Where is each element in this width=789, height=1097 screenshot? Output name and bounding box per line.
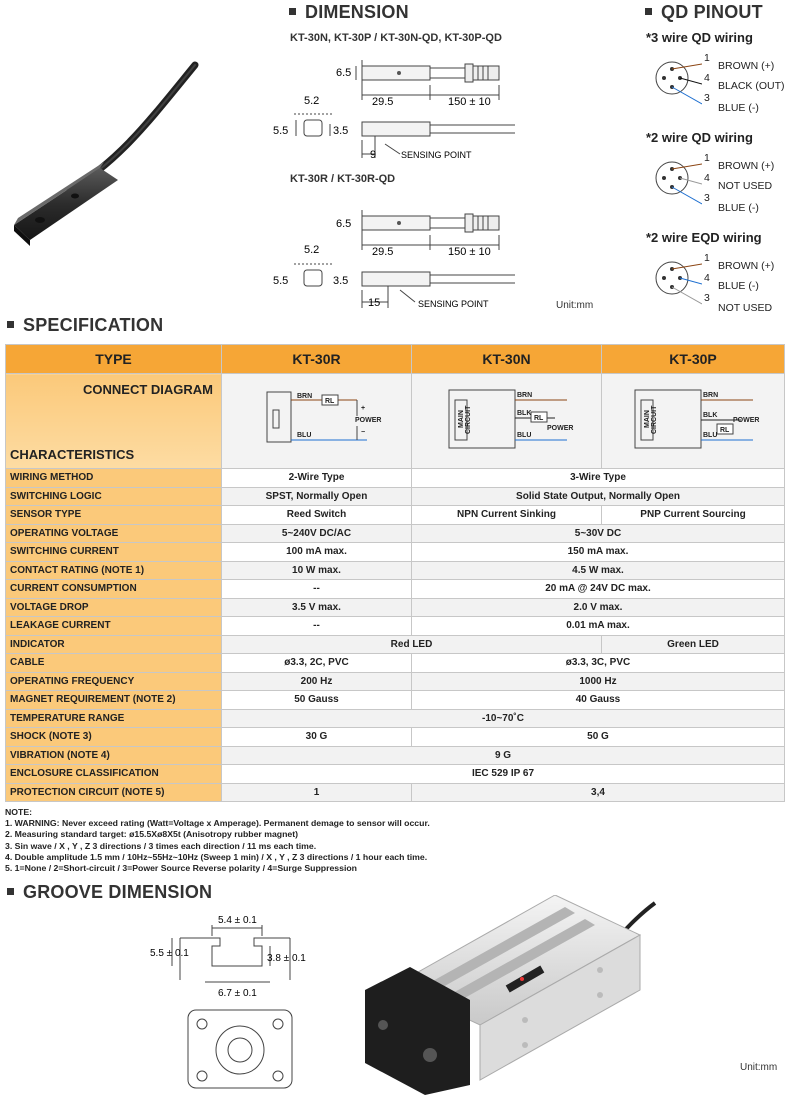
spec-row-label: INDICATOR xyxy=(6,635,222,654)
svg-text:CIRCUIT: CIRCUIT xyxy=(464,405,472,434)
section-bullet-icon xyxy=(7,888,14,895)
dimension-title: DIMENSION xyxy=(289,2,409,23)
model-header: KT-30P xyxy=(602,345,785,374)
svg-text:RL: RL xyxy=(533,414,543,422)
spec-value-cell: 50 Gauss xyxy=(222,691,412,710)
spec-value-cell: 3-Wire Type xyxy=(412,469,785,488)
svg-text:BLK: BLK xyxy=(703,411,718,419)
spec-value-cell: Red LED xyxy=(222,635,602,654)
spec-value-cell: Solid State Output, Normally Open xyxy=(412,487,785,506)
note-line: 2. Measuring standard target: ø15.5Xø8X5t (Anisotropy rubber magnet) xyxy=(5,829,299,840)
spec-value-cell: ø3.3, 2C, PVC xyxy=(222,654,412,673)
spec-value-cell: 50 G xyxy=(412,728,785,747)
spec-row xyxy=(6,561,785,580)
spec-value-cell: 5~30V DC xyxy=(412,524,785,543)
dim-cable-b: 150 ± 10 xyxy=(448,246,491,258)
model-a-label: KT-30N, KT-30P / KT-30N-QD, KT-30P-QD xyxy=(290,32,502,44)
spec-value-cell: 100 mA max. xyxy=(222,543,412,562)
spec-row-label: SHOCK (NOTE 3) xyxy=(6,728,222,747)
spec-header-row xyxy=(6,345,785,374)
spec-value-cell: 0.01 mA max. xyxy=(412,617,785,636)
spec-value-cell: IEC 529 IP 67 xyxy=(222,765,785,784)
diagram-kt30n xyxy=(412,374,602,469)
sensing-point-b: SENSING POINT xyxy=(418,299,489,309)
spec-value-cell: 40 Gauss xyxy=(412,691,785,710)
spec-row xyxy=(6,746,785,765)
spec-value-cell: SPST, Normally Open xyxy=(222,487,412,506)
spec-value-cell: Green LED xyxy=(602,635,785,654)
sensor-photo xyxy=(0,50,240,260)
spec-value-cell: 1000 Hz xyxy=(412,672,785,691)
spec-row xyxy=(6,506,785,525)
spec-row-label: MAGNET REQUIREMENT (NOTE 2) xyxy=(6,691,222,710)
spec-value-cell: 1 xyxy=(222,783,412,802)
dim-width-a: 5.2 xyxy=(304,95,320,107)
pinout-group-eqd: *2 wire EQD wiring 1 BROWN (+) 4 BLUE (-) 3 NOT USED xyxy=(646,230,786,320)
connect-diagram-row xyxy=(6,374,785,469)
spec-value-cell: 2-Wire Type xyxy=(222,469,412,488)
type-header: TYPE xyxy=(6,345,222,374)
groove-depth: 3.8 ± 0.1 xyxy=(267,953,306,964)
groove-height: 5.5 ± 0.1 xyxy=(150,948,189,959)
spec-value-cell: ø3.3, 3C, PVC xyxy=(412,654,785,673)
svg-text:RL: RL xyxy=(324,397,334,405)
model-b-label: KT-30R / KT-30R-QD xyxy=(290,173,396,185)
svg-text:−: − xyxy=(360,428,365,436)
svg-text:BLU: BLU xyxy=(703,431,718,439)
svg-text:RL: RL xyxy=(720,426,730,434)
groove-unit: Unit:mm xyxy=(740,1062,778,1073)
spec-row xyxy=(6,709,785,728)
spec-value-cell: 20 mA @ 24V DC max. xyxy=(412,580,785,599)
spec-row-label: SWITCHING LOGIC xyxy=(6,487,222,506)
groove-drawing xyxy=(150,910,330,1095)
dim-height-b: 6.5 xyxy=(336,218,352,230)
spec-row-label: OPERATING FREQUENCY xyxy=(6,672,222,691)
spec-row xyxy=(6,543,785,562)
pinout-group-3wire: *3 wire QD wiring 1 BROWN (+) 4 BLACK (OUT) 3 BLUE (-) xyxy=(646,30,785,114)
groove-bottom-width: 6.7 ± 0.1 xyxy=(218,988,257,999)
spec-value-cell: 30 G xyxy=(222,728,412,747)
spec-value-cell: NPN Current Sinking xyxy=(412,506,602,525)
note-line: 1. WARNING: Never exceed rating (Watt=Voltage x Amperage). Permanent demage to sensor will occur. xyxy=(5,818,430,829)
note-line: 3. Sin wave / X , Y , Z 3 directions / 3 times each direction / 11 ms each time. xyxy=(5,840,317,851)
pinout-group-title: *2 wire EQD wiring xyxy=(646,230,762,245)
dim-side-a: 3.5 xyxy=(333,125,349,137)
spec-row xyxy=(6,598,785,617)
connector-icon xyxy=(652,158,702,208)
spec-row xyxy=(6,765,785,784)
sensing-point-a: SENSING POINT xyxy=(401,150,472,160)
dim-sense-a: 9 xyxy=(370,149,377,161)
spec-value-cell: PNP Current Sourcing xyxy=(602,506,785,525)
dim-base-b: 5.5 xyxy=(273,275,289,287)
section-bullet-icon xyxy=(7,321,14,328)
spec-row xyxy=(6,487,785,506)
pinout-title: QD PINOUT xyxy=(645,2,763,23)
svg-text:POWER: POWER xyxy=(546,424,573,432)
spec-value-cell: 2.0 V max. xyxy=(412,598,785,617)
svg-text:BRN: BRN xyxy=(296,392,312,400)
spec-row-label: CABLE xyxy=(6,654,222,673)
spec-value-cell: 5~240V DC/AC xyxy=(222,524,412,543)
dimension-unit: Unit:mm xyxy=(556,300,594,311)
characteristics-label: CHARACTERISTICS xyxy=(10,447,135,462)
spec-value-cell: 9 G xyxy=(222,746,785,765)
dim-base-a: 5.5 xyxy=(273,125,289,137)
note-line: 5. 1=None / 2=Short-circuit / 3=Power Source Reverse polarity / 4=Surge Suppression xyxy=(5,863,357,874)
groove-title: GROOVE DIMENSION xyxy=(7,882,212,903)
svg-text:BLK: BLK xyxy=(516,409,531,417)
spec-row-label: VOLTAGE DROP xyxy=(6,598,222,617)
spec-row-label: SWITCHING CURRENT xyxy=(6,543,222,562)
notes-title: NOTE: xyxy=(5,807,33,817)
spec-value-cell: -- xyxy=(222,580,412,599)
spec-value-cell: 3.5 V max. xyxy=(222,598,412,617)
spec-row-label: TEMPERATURE RANGE xyxy=(6,709,222,728)
note-line: 4. Double amplitude 1.5 mm / 10Hz~55Hz~10Hz (Sweep 1 min) / X , Y , Z 3 directions / 1 hour each time. xyxy=(5,851,428,862)
section-bullet-icon xyxy=(645,8,652,15)
spec-value-cell: Reed Switch xyxy=(222,506,412,525)
connect-diagram-label: CONNECT DIAGRAM xyxy=(83,382,213,397)
spec-row-label: OPERATING VOLTAGE xyxy=(6,524,222,543)
svg-text:BRN: BRN xyxy=(516,391,532,399)
spec-row xyxy=(6,728,785,747)
svg-text:BLU: BLU xyxy=(516,431,531,439)
svg-text:POWER: POWER xyxy=(354,416,381,424)
pinout-group-2wire: *2 wire QD wiring 1 BROWN (+) 4 NOT USED 3 BLUE (-) xyxy=(646,130,786,220)
diagram-kt30r xyxy=(222,374,412,469)
section-bullet-icon xyxy=(289,8,296,15)
spec-row xyxy=(6,691,785,710)
spec-value-cell: -- xyxy=(222,617,412,636)
spec-row xyxy=(6,469,785,488)
dim-length-a: 29.5 xyxy=(372,96,394,108)
spec-value-cell: 150 mA max. xyxy=(412,543,785,562)
svg-text:CIRCUIT: CIRCUIT xyxy=(651,405,658,434)
spec-value-cell: 4.5 W max. xyxy=(412,561,785,580)
svg-text:MAIN: MAIN xyxy=(457,409,465,428)
spec-row-label: PROTECTION CIRCUIT (NOTE 5) xyxy=(6,783,222,802)
spec-row-label: SENSOR TYPE xyxy=(6,506,222,525)
dimension-drawing xyxy=(260,50,560,320)
pinout-group-title: *2 wire QD wiring xyxy=(646,130,753,145)
spec-row xyxy=(6,672,785,691)
spec-row xyxy=(6,617,785,636)
spec-row-label: CURRENT CONSUMPTION xyxy=(6,580,222,599)
svg-text:BLU: BLU xyxy=(296,431,311,439)
spec-row-label: VIBRATION (NOTE 4) xyxy=(6,746,222,765)
svg-text:+: + xyxy=(360,404,365,412)
spec-row-label: LEAKAGE CURRENT xyxy=(6,617,222,636)
connector-icon xyxy=(652,58,702,108)
model-header: KT-30R xyxy=(222,345,412,374)
spec-row xyxy=(6,783,785,802)
diagram-kt30p xyxy=(602,374,785,469)
dim-side-b: 3.5 xyxy=(333,275,349,287)
groove-top-width: 5.4 ± 0.1 xyxy=(218,915,257,926)
spec-row-label: WIRING METHOD xyxy=(6,469,222,488)
spec-value-cell: -10~70˚C xyxy=(222,709,785,728)
spec-value-cell: 10 W max. xyxy=(222,561,412,580)
notes-block xyxy=(5,807,430,874)
cylinder-photo xyxy=(355,895,665,1095)
svg-text:MAIN: MAIN xyxy=(644,409,651,428)
spec-table xyxy=(5,344,785,802)
spec-row xyxy=(6,635,785,654)
spec-value-cell: 200 Hz xyxy=(222,672,412,691)
dim-cable-a: 150 ± 10 xyxy=(448,96,491,108)
spec-value-cell: 3,4 xyxy=(412,783,785,802)
spec-row xyxy=(6,580,785,599)
connector-icon xyxy=(652,258,702,308)
spec-row xyxy=(6,524,785,543)
dim-sense-b: 15 xyxy=(368,297,381,309)
spec-row-label: CONTACT RATING (NOTE 1) xyxy=(6,561,222,580)
dim-length-b: 29.5 xyxy=(372,246,394,258)
svg-text:BRN: BRN xyxy=(703,391,719,399)
spec-row-label: ENCLOSURE CLASSIFICATION xyxy=(6,765,222,784)
model-header: KT-30N xyxy=(412,345,602,374)
connect-diagram-label-cell xyxy=(6,374,222,469)
pinout-group-title: *3 wire QD wiring xyxy=(646,30,753,45)
dim-height-a: 6.5 xyxy=(336,67,352,79)
spec-title: SPECIFICATION xyxy=(7,315,163,336)
spec-row xyxy=(6,654,785,673)
dim-width-b: 5.2 xyxy=(304,244,320,256)
svg-text:POWER: POWER xyxy=(733,416,760,424)
